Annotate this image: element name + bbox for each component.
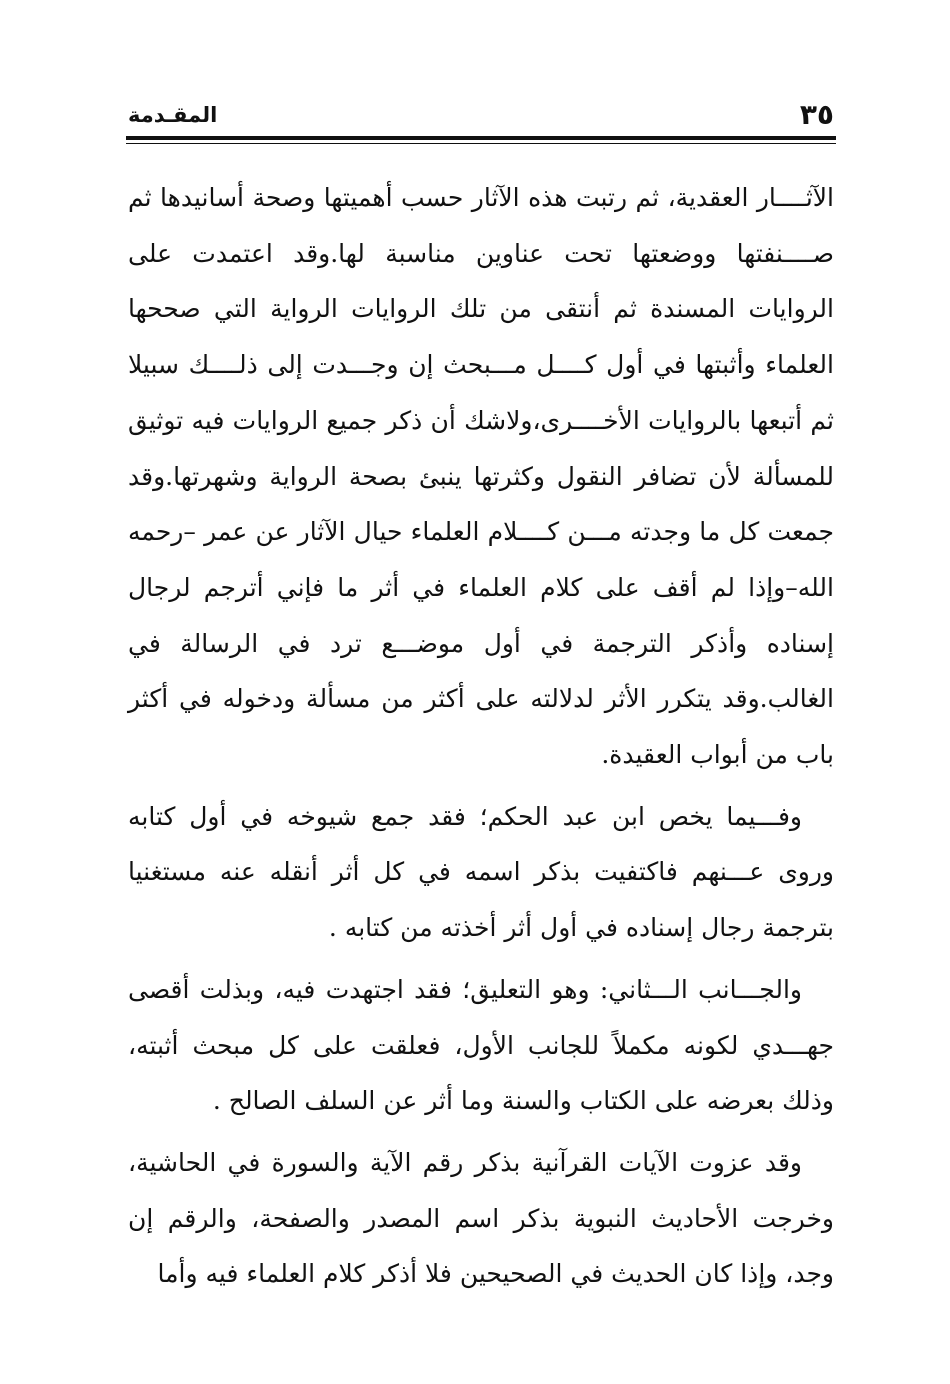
- paragraph-1: الآثــــار العقدية، ثم رتبت هذه الآثار حسب أهميتها وصحة أسانيدها ثم صــــنفتها ووضعتها تحت عناوين مناسبة لها.وقد اعتمدت على الروايات المسندة ثم أنتقى من تلك الروايات الرواية التي صححها العلماء وأثبتها في أول كــــل مـــبحث إن وجـــدت إلى ذلــــك سبيلا ثم أتبعها بالروايات الأخــــرى،ولاشك أن ذكر جميع الروايات فيه توثيق للمسألة لأن تضافر النقول وكثرتها ينبئ بصحة الرواية وشهرتها.وقد جمعت كل ما وجدته مـــن كــــلام العلماء حيال الآثار عن عمر –رحمه الله–وإذا لم أقف على كلام العلماء في أثر ما فإني أترجم لرجال إسناده وأذكر الترجمة في أول موضـــع ترد في الرسالة في الغالب.وقد يتكرر الأثر لدلالته على أكثر من مسألة ودخوله في أكثر باب من أبواب العقيدة.: [128, 183, 834, 770]
- paragraph-3: والجـــانب الـــثاني: وهو التعليق؛ فقد اجتهدت فيه، وبذلت أقصى جهـــدي لكونه مكملاً للجانب الأول، فعلقت على كل مبحث أثبته، وذلك بعرضه على الكتاب والسنة وما أثر عن السلف الصالح .: [128, 974, 834, 1116]
- running-header: [128, 98, 834, 132]
- body-text: [128, 170, 834, 1302]
- header-rule-thin: [126, 143, 836, 144]
- header-rule-thick: [126, 136, 836, 140]
- section-title: المقـدمة: [128, 103, 218, 127]
- paragraph-4: وقد عزوت الآيات القرآنية بذكر رقم الآية والسورة في الحاشية، وخرجت الأحاديث النبوية بذكر اسم المصدر والصفحة، والرقم إن وجد، وإذا كان الحديث في الصحيحين فلا أذكر كلام العلماء فيه وأما: [128, 1147, 834, 1289]
- page-number: ٣٥: [799, 98, 834, 131]
- paragraph-2: وفـــيما يخص ابن عبد الحكم؛ فقد جمع شيوخه في أول كتابه وروى عـــنهم فاكتفيت بذكر اسمه في كل أثر أنقله عنه مستغنيا بترجمة رجال إسناده في أول أثر أخذته من كتابه .: [128, 801, 834, 943]
